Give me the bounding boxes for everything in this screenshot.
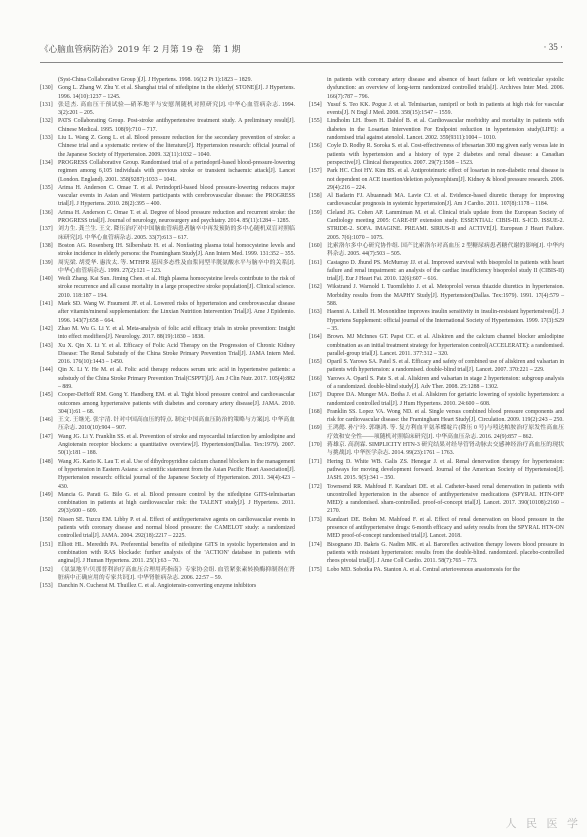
reference-item — [309, 192, 564, 209]
reference-item — [40, 516, 295, 541]
reference-number: [132] — [40, 118, 53, 125]
reference-text: Zhao M. Wu G. Li Y. et al. Meta-analysis of folic acid efficacy trials in stroke prevention: Insight into effect modifiers[J]. Neurology. 2017. 88(19):1830 – 1838. — [58, 325, 295, 341]
reference-item — [309, 209, 564, 242]
reference-item — [40, 566, 295, 583]
reference-text: Bisognano JD. Bakris G. Nadim MK. et al. Baroreflex activation therapy lowers blood pressure in patients with resistant hypertension: results from the double-blind. randomized. placebo-controlled rheos pivotal trial[J]. J Ame Coll Cardio. 2011. 58(7):765 – 773. — [327, 541, 564, 565]
reference-text: Xu X. Qin X. Li Y. et al. Efficacy of Folic Acid Therapy on the Progression of Chronic Kidney Disease: The Renal Substudy of the China Stroke Primary Prevention Trial[J]. JAMA Intern Med. 2016. 176(10):1443 – 1450. — [58, 342, 295, 366]
reference-item — [40, 275, 295, 300]
reference-item — [309, 424, 564, 441]
reference-number: [149] — [40, 491, 53, 498]
reference-number: [162] — [309, 284, 322, 291]
reference-number: [135] — [40, 184, 53, 191]
reference-number: [152] — [40, 566, 53, 573]
reference-text: 周宪梁. 胡爱华. 惠汝太. 等. MTHFR 基因多态性及血浆同型半胱氨酸水平与脑卒中的关系[J]. 中华心血管病杂志. 1999. 27(2):121 – 123. — [58, 259, 295, 274]
reference-number: [171] — [309, 458, 322, 465]
reference-number: [168] — [309, 408, 322, 415]
reference-item — [309, 391, 564, 408]
reference-text: Yusuf S. Teo KK. Pogue J. et al. Telmisartan, ramipril or both in patients at high risk for vascular events[J]. N Engl J Med. 2008. 358(15):1547 – 1559. — [327, 101, 564, 117]
page-header — [40, 43, 563, 59]
reference-text: 王鸿懿. 孙宁玲. 郭继鸿. 等. 复方利血平氨苯蝶啶片(降压 0 号)与吲达帕胺治疗原发性高血压疗效和安全性——项随机对照临床研究[J]. 中华高血压杂志. 2016. 24(9):857 – 862. — [327, 425, 564, 440]
reference-item — [309, 483, 564, 516]
reference-item — [40, 225, 295, 242]
reference-text: Cooper-DeHoff RM. Gong Y. Handberg EM. et al. Tight blood pressure control and cardiovascular outcomes among hypertensive patients with diabetes and coronary artery disease[J]. JAMA. 2010. 304(1):61 – 68. — [58, 392, 295, 415]
reference-number: [130] — [40, 85, 53, 92]
reference-text: Arima H. Anderson C. Omae T. et al. Degree of blood pressure reduction and recurrent stroke: the PROGRESS trial[J]. Journal of neurology, neurosurgery and psychiatry. 2014. 85(11):1284 – 1285. — [58, 209, 295, 225]
reference-number: [157] — [309, 168, 322, 175]
reference-number: [150] — [40, 516, 53, 523]
journal-title: 《心脑血管病防治》2019 年 2 月第 19 卷 第 1 期 — [40, 45, 241, 55]
reference-text: Cleland JG. Cohen AP. Lammiman M. et al. Clinical trials update from the European Society of Cardiology meeting 2005: CARE-HF extension study. ESSENTIAL: CIBIS-III. S-ICD. ISSUE-2. STRIDE-2. SOFA. IMAGINE. PREAMI. SIRIUS-II and ACTIVE[J]. European J Heart Failure. 2005. 7(6):1070 – 1075. — [327, 209, 564, 241]
reference-item — [309, 541, 564, 566]
reference-number: [167] — [309, 392, 322, 399]
reference-text: PROGRESS Collaborative Group. Randomised trial of a perindopril-based blood-pressure-lowering regimen among 6,105 individuals with previous stroke or transient ischaemic attack[J]. Lancet (London. England). 2001. 358(9287):1033 – 1041. — [58, 159, 295, 183]
reference-text: Boston AG. Rosenberg IH. Silbershatz H. et al. Nonfasting plasma total homocysteine levels and stroke incidence in elderly persons: the Framingham Study[J]. Ann Intern Med. 1999. 131:352 – 355. — [58, 242, 295, 258]
reference-item — [40, 84, 295, 101]
reference-number: [147] — [40, 433, 53, 440]
reference-item — [309, 117, 564, 142]
reference-item — [40, 300, 295, 325]
reference-number: [175] — [309, 566, 322, 573]
reference-text: in patients with coronary artery disease and absence of heart failure or left ventricular systolic dysfunction: an overview of long-term randomized controlled trials[J]. Archives Inter Med. 2006. 166(7):787 – 796. — [327, 77, 564, 100]
reference-text: Gong L. Zhang W. Zhu Y. et al. Shanghai trial of nifedipine in the elderly( STONE)[J]. J Hypertens. 1996. 14(10):1237 – 1245. — [58, 85, 295, 100]
reference-item — [309, 283, 564, 308]
reference-text: Coyle D. Rodby R. Soroka S. et al. Cost-effectiveness of irbesartan 300 mg given early versus late in patients with hypertension and a history of type 2 diabetes and renal disease: a Canadian perspective[J]. Clinical therapeutics. 2007. 29(7):1508 – 1523. — [327, 143, 564, 166]
reference-text: (Syst-China Collaborative Group )[J]. J Hypertens. 1998. 16(12 Pt 1):1823 – 1829. — [58, 77, 252, 83]
reference-item — [40, 541, 295, 566]
reference-text: 王文. 王继光. 张宇清. 针对中国高血压的特点. 制定中国高血压防治的策略与方案[J]. 中华高血压杂志. 2010(10):904 – 907. — [58, 417, 295, 432]
reference-item — [40, 342, 295, 367]
reference-number: [134] — [40, 159, 53, 166]
reference-text: PATS Collaborating Group. Post-stroke antihypertensive treatment study. A preliminary result[J]. Chinese Medical. 1995. 108(9):710 – 717. — [58, 118, 295, 133]
reference-number: [166] — [309, 375, 322, 382]
reference-number: [163] — [309, 309, 322, 316]
reference-text: Arima H. Anderson C. Omae T. et al. Perindopril-based blood pressure-lowering reduces major vascular events in Asian and Western participants with cerebrovascular disease: the PROGRESS trial[J]. J Hypertens. 2010. 28(2):395 – 400. — [58, 184, 295, 208]
reference-text: Castagno D. Jhund PS. McMurray JJ. et al. Improved survival with bisoprolol in patients with heart failure and renal impairment: an analysis of the cardiac insufficiency bisoprolol study II (CIBIS-II) trial[J]. Eur J Heart Fai. 2010. 12(6):607 – 616. — [327, 259, 564, 283]
reference-text: Hering D. White WB. Galis ZS. Henegar J. et al. Renal denervation therapy for hypertension: pathways for moving development forward. Journal of the American Society of Hypertension[J]. JASH. 2015. 9(5):341 – 350. — [327, 458, 564, 482]
reference-text: Yarows A. Oparil S. Pate S. et al. Aliskiren and valsartan in stage 2 hypertension: subgroup analysis of a randomized. double-blind study[J]. Adv Ther. 2008. 25:1288 – 1302. — [327, 375, 564, 390]
reference-item — [309, 516, 564, 541]
reference-item — [309, 333, 564, 358]
reference-text: Danchin N. Cucherat M. Thuillez C. et al. Angiotensin-converting enzyme inhibitors — [58, 583, 257, 590]
reference-item — [40, 433, 295, 458]
reference-text: 刘力生. 龚兰生. 王文. 降压治疗对中国脑血管病患者脑卒中再发预防的多中心随机双盲对照临床研究[J]. 中华心血管病杂志. 2005. 33(7):613 – 617. — [58, 226, 295, 241]
header-rule — [40, 62, 563, 63]
reference-number: [165] — [309, 359, 322, 366]
reference-text: Dupree DA. Munger MA. Botha J. et al. Aliskiren for geriatric lowering of systolic hypertension: a randomized controlled trial[J]. J Hum Hypertens. 2010. 24:600 – 608. — [327, 392, 564, 407]
reference-number: [144] — [40, 367, 53, 374]
reference-text: Qin X. Li Y. He M. et al. Folic acid therapy reduces serum uric acid in hypertensive patients: a substudy of the China Stroke Primary Prevention Trial(CSPPT)[J]. Am J Clin Nutr. 2017. 105(4):882 – 889. — [58, 367, 295, 390]
reference-item — [40, 582, 295, 590]
reference-item — [309, 259, 564, 284]
reference-number: [139] — [40, 259, 53, 266]
reference-item — [40, 366, 295, 391]
reference-item — [309, 101, 564, 118]
reference-item — [40, 134, 295, 159]
reference-text: Weili Zhang. Kai Sun. Jiming Chen. et al. High plasma homocysteine levels contribute to the risk of stroke recurrence and all cause mortality in a large prospective stroke population[J]. Clinical science. 2010. 118:187 – 194. — [58, 276, 295, 299]
reference-item — [40, 458, 295, 491]
reference-number: [153] — [40, 583, 53, 590]
reference-item — [309, 167, 564, 192]
reference-text: Mark SD. Wang W. Fraumeni JF. et al. Lowered risks of hypertension and cerebrovascular disease after vitamin/mineral supplementation: the Linxian Nutrition Intervention Trial[J]. Ame J Epidemio. 1996. 143(7):658 – 664. — [58, 301, 295, 324]
reference-item — [309, 76, 564, 101]
reference-item — [309, 375, 564, 392]
reference-number: [170] — [309, 442, 322, 449]
reference-number: [151] — [40, 541, 53, 548]
reference-item — [40, 184, 295, 209]
reference-text: Park HC. Choi HY. Kim BS. et al. Antiproteinuric effect of losartan in non-diabetic renal disease is not dependent on ACE insertion/deletion polymorphism[J]. Kidney & blood pressure research. 2006. 29(4):216 – 224. — [327, 168, 564, 191]
reference-item — [40, 259, 295, 276]
reference-number: [133] — [40, 135, 53, 142]
reference-item — [309, 242, 564, 259]
reference-number: [155] — [309, 118, 322, 125]
reference-item — [309, 458, 564, 483]
reference-item — [309, 566, 564, 574]
reference-text: Mancia G. Parati G. Bilo G. et al. Blood pressure control by the nifedipine GITS-telmisartan combination in patients at high cardiovascular risk: the TALENT study[J]. J Hypertens. 2011. 29(3):600 – 609. — [58, 491, 295, 515]
reference-item — [40, 416, 295, 433]
reference-number: [138] — [40, 242, 53, 249]
reference-text: Wikstrand J. Warnold I. Tuomilehto J. et al. Metoprolol versus thiazide diuretics in hypertension. Morbidity results from the MAPHY Study[J]. Hypertension(Dallas. Tex:1979). 1991. 17(4):579 – 588. — [327, 284, 564, 308]
reference-item — [309, 308, 564, 333]
reference-item — [40, 491, 295, 516]
reference-number: [164] — [309, 334, 322, 341]
reference-number: [137] — [40, 226, 53, 233]
reference-text: Haenni A. Lithell H. Moxonidine improves insulin sensitivity in insulin-resistant hypertensives[J]. J Hypertens Supplement: official journal of the International Society of Hypertension. 1999. 17(3):S29 – 35. — [327, 309, 564, 332]
reference-number: [136] — [40, 209, 53, 216]
references-right-column — [309, 76, 564, 574]
reference-number: [131] — [40, 101, 53, 108]
reference-number: [169] — [309, 425, 322, 432]
watermark: 人 民 医 学 — [505, 817, 581, 830]
reference-number: [145] — [40, 392, 53, 399]
reference-item — [309, 441, 564, 458]
reference-text: Lindholm LH. Ibsen H. Dahlof B. et al. Cardiovascular morbidity and mortality in patients with diabetes in the Losartan Intervention For Endpoint reduction in hypertension study(LIFE): a randomised trial against atenolol. Lancet. 2002. 359(9311):1004 – 1010. — [327, 118, 564, 142]
reference-text: Kandzari DE. Bohm M. Mahfoud F. et al. Effect of renal denervation on blood pressure in the presence of antihypertensive drugs: 6-month efficacy and safety results from the SPYRAL HTN-ON MED proof-of-concept randomised trial[J]. Lancet. 2018. — [327, 516, 564, 540]
references-left-column — [40, 76, 295, 590]
reference-text: 蒋雄京. 高润霖. SIMPLICITY HTN-3 研究结果对经导管肾动脉去交感神经治疗高血压的现状与挑战[J]. 中华医学杂志. 2014. 99(23):1761 – 1763. — [327, 442, 564, 457]
reference-text: Elliott HL. Meredith PA. Preferential benefits of nifedipine GITS in systolic hypertension and in combination with RAS blockade: further analysis of the 'ACTION' database in patients with angina[J]. J Human Hypertens. 2011. 25(1):63 – 70. — [58, 541, 295, 565]
reference-item — [40, 209, 295, 226]
reference-item — [40, 242, 295, 259]
reference-text: 张廷杰. 高血压干预试验—硝苯地平与安慰剂随机对照研究[J]. 中华心血管病杂志. 1994. 3(2):201 – 205. — [58, 101, 295, 117]
reference-item — [309, 142, 564, 167]
reference-item — [40, 76, 295, 84]
page-number: · 35 · — [543, 42, 563, 52]
reference-text: Lobo MD. Sobotka PA. Stanton A. et al. Central arteriovenous anastomosis for the — [327, 566, 520, 573]
reference-number: [172] — [309, 483, 322, 490]
reference-text: 比索洛尔多中心研究协作组. 国产比索洛尔对高血压 2 型糖尿病患者糖代谢的影响[J]. 中华内科杂志. 2005. 44(7):503 – 505. — [327, 242, 564, 258]
reference-text: Al Badarin FJ. Abuannadi MA. Lavie CJ. et al. Evidence-based diuretic therapy for improving cardiovascular prognosis in systemic hypertension[J]. Am J Cardio. 2011. 107(8):1178 – 1184. — [327, 193, 564, 208]
reference-item — [40, 117, 295, 134]
reference-text: Wang JG. Li Y. Franklin SS. et al. Prevention of stroke and myocardial infarction by amlodipine and Angiotensin receptor blockers: a quantitative overview[J]. Hypertension(Dallas. Tex:1979). 2007. 50(1):181 – 188. — [58, 433, 295, 457]
reference-number: [173] — [309, 516, 322, 523]
reference-number: [154] — [309, 101, 322, 108]
reference-number: [158] — [309, 193, 322, 200]
reference-text: Liu L. Wang Z. Gong L. et al. Blood pressure reduction for the secondary prevention of stroke: a Chinese trial and a systematic review of the literature[J]. Hypertension research: official journal of the Japanese Society of Hypertension. 2009. 32(11):1032 – 1040. — [58, 135, 295, 158]
reference-number: [142] — [40, 325, 53, 332]
reference-text: Wang JG. Kario K. Lau T. et al. Use of dihydropyridine calcium channel blockers in the management of hypertension in Eastern Asians: a scientific statement from the Asian Pacific Heart Association[J]. Hypertension research: official journal of the Japanese Society of Hypertension. 2011. 34(4):423 – 430. — [58, 458, 295, 490]
reference-text: Townsend RR. Mahfoud F. Kandzari DE. et al. Catheter-based renal denervation in patients with uncontrolled hypertension in the absence of antihypertensive medications (SPYRAL HTN-OFF MED): a randomised. sham-controlled. proof-of-concept trial[J]. Lancet. 2017. 390(10108):2160 – 2170. — [327, 483, 564, 515]
reference-number: [160] — [309, 242, 322, 249]
reference-item — [40, 159, 295, 184]
reference-item — [309, 358, 564, 375]
reference-number: [140] — [40, 276, 53, 283]
reference-number: [159] — [309, 209, 322, 216]
reference-number: [174] — [309, 541, 322, 548]
reference-item — [40, 325, 295, 342]
reference-item — [40, 391, 295, 416]
reference-number: [146] — [40, 417, 53, 424]
reference-item — [309, 408, 564, 425]
reference-number: [148] — [40, 458, 53, 465]
reference-text: Franklin SS. Lopez VA. Wong ND. et al. Single versus combined blood pressure components and risk for cardiovascular disease: the Framingham Heart Study[J]. Circulation. 2009. 119(2):243 – 250. — [327, 408, 564, 424]
reference-text: Nissen SE. Tuzcu EM. Libby P. et al. Effect of antihypertensive agents on cardiovascular events in patients with coronary disease and normal blood pressure: the CAMELOT study: a randomized controlled trial[J]. JAMA. 2004. 292(18):2217 – 2225. — [58, 516, 295, 540]
reference-text: 《氨氯地平/贝那普利治疗高血压合理用药指南》专家协会组. 血管紧张素转换酶抑制剂在肾脏病中正确应用的专家共识[J]. 中华肾脏病杂志. 2006. 22:57 – 59. — [58, 566, 295, 581]
reference-number: [141] — [40, 301, 53, 308]
reference-number: [161] — [309, 259, 322, 266]
reference-item — [40, 101, 295, 118]
reference-text: Oparil S. Yarows SA. Patel S. et al. Efficacy and safety of combined use of aliskiren and valsartan in patients with hypertension: a randomised. double-blind trial[J]. Lancet. 2007. 370:221 – 229. — [327, 359, 564, 374]
reference-text: Brown. MJ McInnes GT. Papst CC. et al. Aliskiren and the calcium channel blocker amlodipine combination as an initial treatment strategy for hypertension control(ACCELERATE): a randomised. parallel-group trial[J]. Lancet. 2011. 377:312 – 320. — [327, 334, 564, 357]
reference-number: [143] — [40, 342, 53, 349]
reference-number: [156] — [309, 143, 322, 150]
